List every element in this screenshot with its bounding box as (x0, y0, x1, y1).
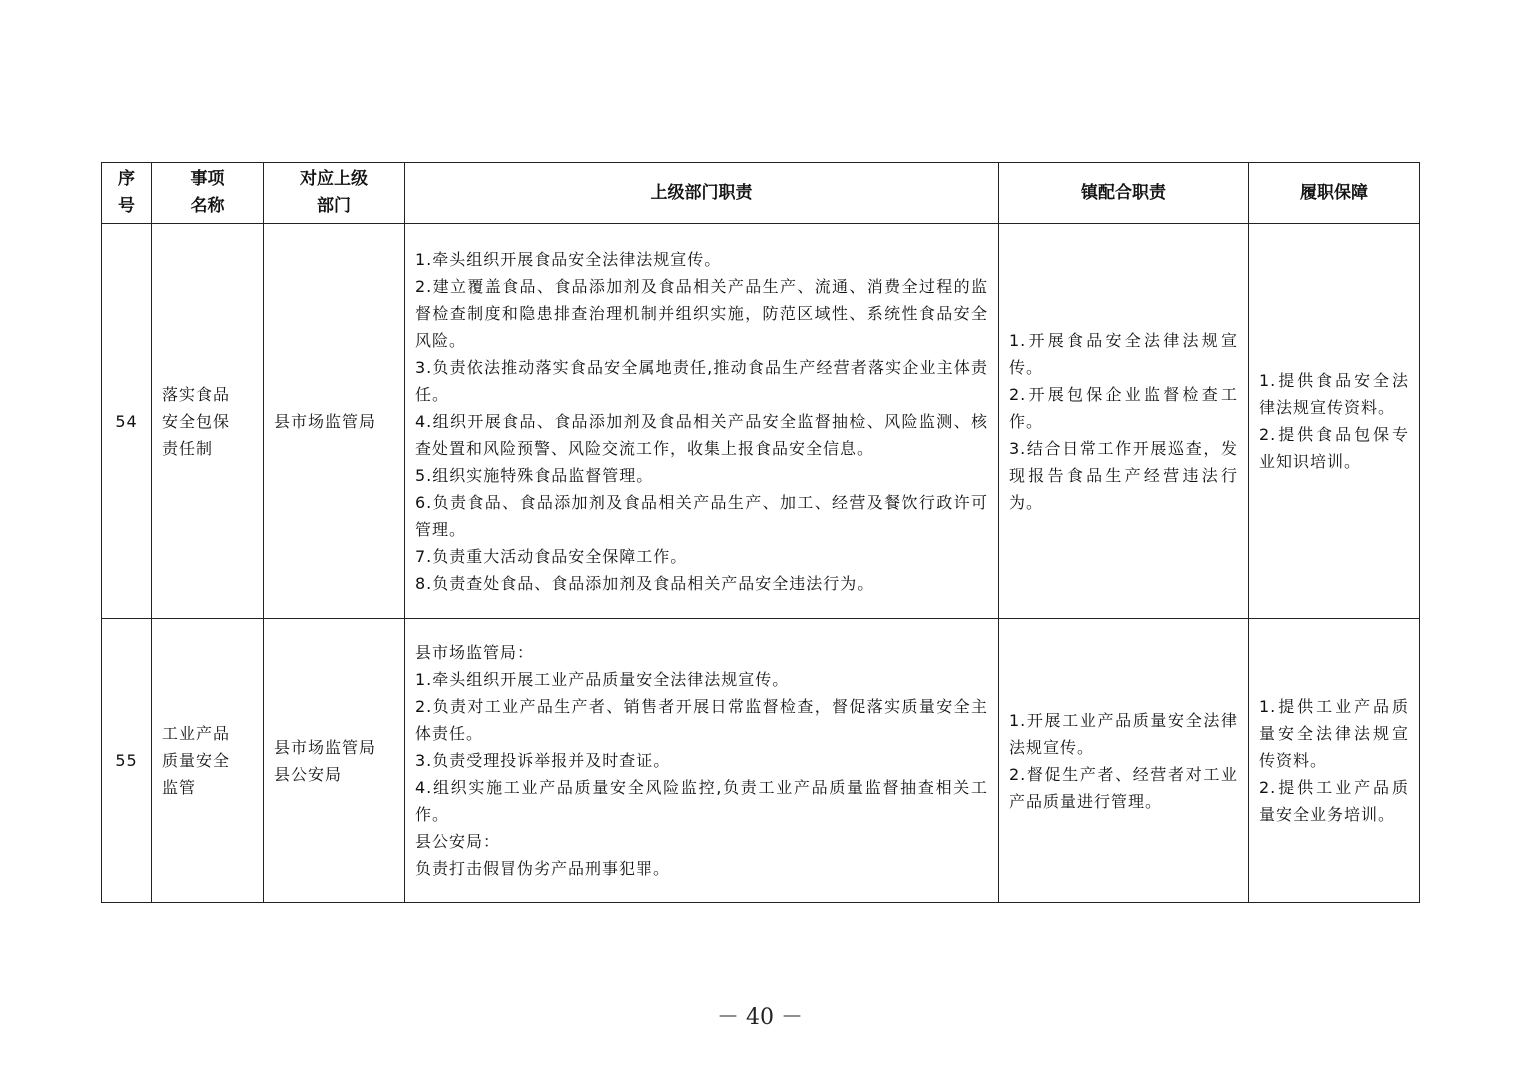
guarantee: 1.提供工业产品质量安全法律法规宣传资料。 2.提供工业产品质量安全业务培训。 (1249, 619, 1420, 903)
item-name: 工业产品 质量安全 监管 (152, 619, 264, 903)
guarantee: 1.提供食品安全法律法规宣传资料。 2.提供食品包保专业知识培训。 (1249, 224, 1420, 619)
header-town-duties: 镇配合职责 (999, 163, 1249, 224)
superior-duties: 县市场监管局： 1.牵头组织开展工业产品质量安全法律法规宣传。 2.负责对工业产品生产者、销售者开展日常监督检查，督促落实质量安全主体责任。 3.负责受理投诉举报并及时查证。 4.组织实施工业产品质量安全风险监控,负责工业产品质量监督抽查相关工作。 县公安局： 负责打击假冒伪劣产品刑事犯罪。 (405, 619, 999, 903)
superior-dept: 县市场监管局 (264, 224, 405, 619)
header-superior-dept: 对应上级 部门 (264, 163, 405, 224)
duty-table (101, 162, 1420, 903)
town-duties: 1.开展工业产品质量安全法律法规宣传。 2.督促生产者、经营者对工业产品质量进行管理。 (999, 619, 1249, 903)
header-guarantee: 履职保障 (1249, 163, 1420, 224)
superior-duties: 1.牵头组织开展食品安全法律法规宣传。 2.建立覆盖食品、食品添加剂及食品相关产品生产、流通、消费全过程的监督检查制度和隐患排查治理机制并组织实施，防范区域性、系统性食品安全风险。 3.负责依法推动落实食品安全属地责任,推动食品生产经营者落实企业主体责任。 4.组织开展食品、食品添加剂及食品相关产品安全监督抽检、风险监测、核查处置和风险预警、风险交流工作，收集上报食品安全信息。 5.组织实施特殊食品监督管理。 6.负责食品、食品添加剂及食品相关产品生产、加工、经营及餐饮行政许可管理。 7.负责重大活动食品安全保障工作。 8.负责查处食品、食品添加剂及食品相关产品安全违法行为。 (405, 224, 999, 619)
header-superior-duties: 上级部门职责 (405, 163, 999, 224)
header-item-name: 事项 名称 (152, 163, 264, 224)
table-row (102, 224, 1420, 619)
table-header-row (102, 163, 1420, 224)
town-duties: 1.开展食品安全法律法规宣传。 2.开展包保企业监督检查工作。 3.结合日常工作开展巡查，发现报告食品生产经营违法行为。 (999, 224, 1249, 619)
page-number: － 40 － (717, 1005, 803, 1030)
superior-dept: 县市场监管局 县公安局 (264, 619, 405, 903)
row-number: 54 (102, 224, 152, 619)
row-number: 55 (102, 619, 152, 903)
item-name: 落实食品 安全包保 责任制 (152, 224, 264, 619)
table-row (102, 619, 1420, 903)
header-num: 序 号 (102, 163, 152, 224)
